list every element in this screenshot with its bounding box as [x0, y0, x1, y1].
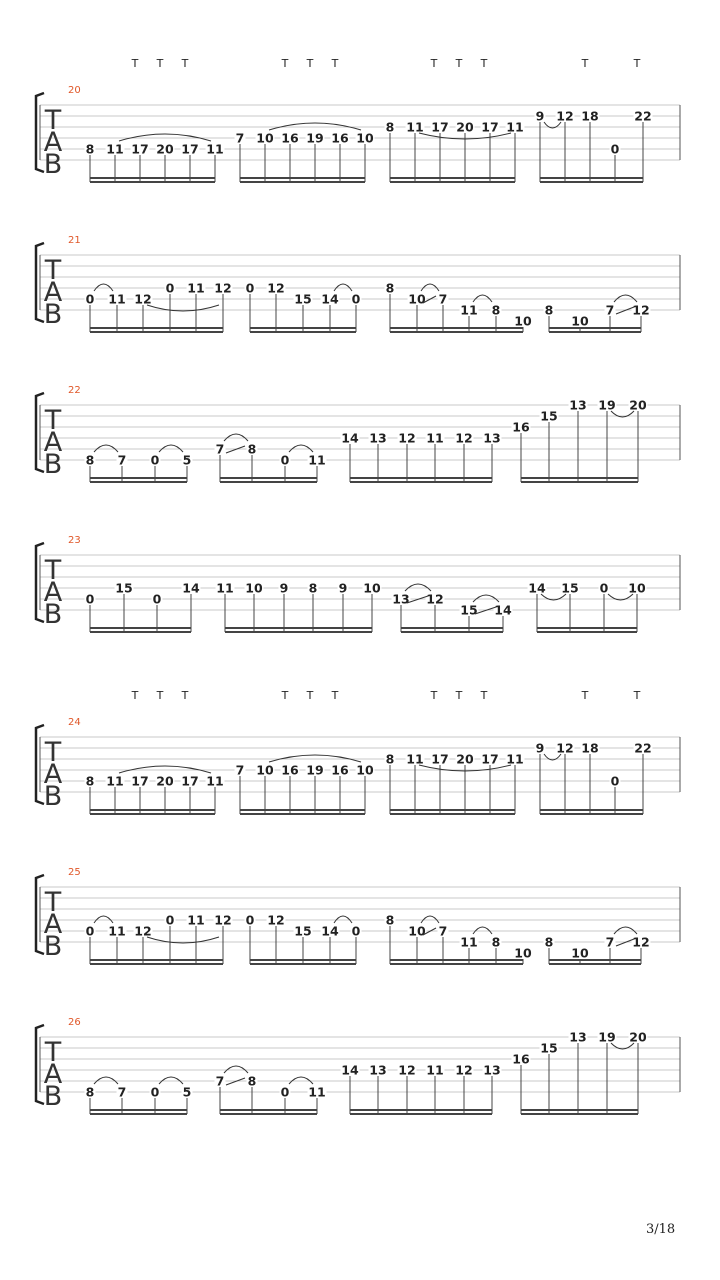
tap-marker: T: [131, 57, 139, 70]
fret-number: 7: [605, 934, 615, 950]
fret-number: 17: [481, 119, 499, 135]
fret-number: 15: [115, 580, 133, 596]
fret-number: 17: [181, 773, 199, 789]
fret-number: 20: [456, 119, 474, 135]
tap-marker: T: [156, 57, 164, 70]
fret-number: 5: [182, 1084, 192, 1100]
fret-number: 9: [279, 580, 289, 596]
fret-number: 10: [408, 291, 426, 307]
tap-marker: T: [331, 689, 339, 702]
fret-number: 11: [206, 773, 224, 789]
fret-number: 17: [181, 141, 199, 157]
fret-number: 13: [483, 1062, 501, 1078]
fret-number: 10: [628, 580, 646, 596]
tap-marker: T: [306, 57, 314, 70]
fret-number: 10: [356, 130, 374, 146]
fret-number: 16: [512, 1051, 530, 1067]
fret-number: 19: [306, 130, 324, 146]
fret-number: 14: [182, 580, 200, 596]
tap-marker: T: [581, 57, 589, 70]
fret-number: 12: [556, 108, 574, 124]
fret-number: 10: [356, 762, 374, 778]
tap-marker: T: [156, 689, 164, 702]
fret-number: 13: [392, 591, 410, 607]
fret-number: 0: [280, 452, 290, 468]
fret-number: 0: [610, 141, 620, 157]
fret-number: 17: [131, 141, 149, 157]
tab-clef-letter: A: [43, 127, 63, 158]
fret-number: 8: [491, 934, 501, 950]
fret-number: 8: [85, 452, 95, 468]
fret-number: 19: [306, 762, 324, 778]
tab-system: [36, 385, 680, 482]
fret-number: 0: [245, 912, 255, 928]
measure-number: 20: [68, 85, 81, 96]
fret-number: 10: [363, 580, 381, 596]
tab-system: [36, 1017, 680, 1114]
fret-number: 11: [506, 119, 524, 135]
fret-number: 18: [581, 740, 599, 756]
fret-number: 14: [494, 602, 512, 618]
tab-clef-letter: A: [43, 577, 63, 608]
measure-number: 25: [68, 867, 81, 878]
tab-clef-letter: A: [43, 427, 63, 458]
tab-clef-letter: B: [43, 781, 63, 812]
fret-number: 0: [165, 280, 175, 296]
fret-number: 12: [134, 923, 152, 939]
measure-number: 22: [68, 385, 81, 396]
fret-number: 8: [544, 934, 554, 950]
fret-number: 0: [85, 923, 95, 939]
fret-number: 0: [85, 591, 95, 607]
tab-clef-letter: T: [44, 1037, 62, 1068]
tap-marker: T: [455, 689, 463, 702]
fret-number: 12: [455, 1062, 473, 1078]
fret-number: 16: [331, 130, 349, 146]
fret-number: 12: [632, 302, 650, 318]
fret-number: 12: [214, 280, 232, 296]
fret-number: 8: [308, 580, 318, 596]
fret-number: 20: [629, 1029, 647, 1045]
tab-system: [36, 535, 680, 632]
fret-number: 8: [247, 1073, 257, 1089]
tab-clef-letter: T: [44, 405, 62, 436]
fret-number: 13: [483, 430, 501, 446]
fret-number: 11: [187, 280, 205, 296]
tab-clef-letter: T: [44, 105, 62, 136]
fret-number: 10: [571, 313, 589, 329]
fret-number: 15: [561, 580, 579, 596]
fret-number: 11: [426, 430, 444, 446]
tab-clef-letter: B: [43, 599, 63, 630]
fret-number: 16: [331, 762, 349, 778]
fret-number: 17: [431, 119, 449, 135]
tab-system: [36, 57, 680, 182]
fret-number: 12: [398, 1062, 416, 1078]
fret-number: 7: [215, 1073, 225, 1089]
fret-number: 17: [431, 751, 449, 767]
fret-number: 11: [460, 934, 478, 950]
fret-number: 0: [610, 773, 620, 789]
tab-clef-letter: A: [43, 759, 63, 790]
fret-number: 20: [156, 773, 174, 789]
fret-number: 0: [152, 591, 162, 607]
fret-number: 11: [460, 302, 478, 318]
tap-marker: T: [430, 689, 438, 702]
fret-number: 16: [281, 130, 299, 146]
fret-number: 12: [426, 591, 444, 607]
measure-number: 21: [68, 235, 81, 246]
fret-number: 12: [556, 740, 574, 756]
fret-number: 17: [131, 773, 149, 789]
fret-number: 22: [634, 740, 652, 756]
tap-marker: T: [480, 57, 488, 70]
fret-number: 11: [506, 751, 524, 767]
fret-number: 12: [134, 291, 152, 307]
fret-number: 20: [629, 397, 647, 413]
tab-clef-letter: T: [44, 737, 62, 768]
tap-marker: T: [430, 57, 438, 70]
fret-number: 11: [308, 452, 326, 468]
fret-number: 8: [385, 751, 395, 767]
fret-number: 7: [438, 291, 448, 307]
tab-system: [36, 867, 680, 964]
measure-number: 24: [68, 717, 81, 728]
fret-number: 16: [281, 762, 299, 778]
fret-number: 12: [267, 912, 285, 928]
fret-number: 15: [294, 291, 312, 307]
tab-clef-letter: A: [43, 277, 63, 308]
fret-number: 9: [338, 580, 348, 596]
fret-number: 10: [571, 945, 589, 961]
fret-number: 11: [108, 291, 126, 307]
fret-number: 19: [598, 397, 616, 413]
fret-number: 8: [85, 1084, 95, 1100]
fret-number: 0: [150, 1084, 160, 1100]
fret-number: 15: [540, 1040, 558, 1056]
fret-number: 11: [426, 1062, 444, 1078]
fret-number: 14: [321, 291, 339, 307]
fret-number: 14: [341, 1062, 359, 1078]
tab-system: [36, 689, 680, 814]
tab-clef-letter: B: [43, 449, 63, 480]
fret-number: 12: [455, 430, 473, 446]
fret-number: 7: [117, 1084, 127, 1100]
fret-number: 15: [540, 408, 558, 424]
fret-number: 8: [385, 119, 395, 135]
fret-number: 17: [481, 751, 499, 767]
page-number: 3/18: [646, 1222, 676, 1237]
fret-number: 14: [341, 430, 359, 446]
fret-number: 9: [535, 108, 545, 124]
fret-number: 8: [85, 141, 95, 157]
tab-clef-letter: T: [44, 887, 62, 918]
fret-number: 10: [256, 130, 274, 146]
fret-number: 11: [106, 141, 124, 157]
fret-number: 11: [406, 119, 424, 135]
fret-number: 7: [438, 923, 448, 939]
fret-number: 19: [598, 1029, 616, 1045]
tab-clef-letter: T: [44, 255, 62, 286]
fret-number: 11: [308, 1084, 326, 1100]
tap-marker: T: [581, 689, 589, 702]
fret-number: 7: [605, 302, 615, 318]
tab-clef-letter: A: [43, 909, 63, 940]
fret-number: 14: [528, 580, 546, 596]
fret-number: 14: [321, 923, 339, 939]
tab-clef-letter: B: [43, 1081, 63, 1112]
fret-number: 15: [294, 923, 312, 939]
tap-marker: T: [455, 57, 463, 70]
fret-number: 0: [165, 912, 175, 928]
fret-number: 11: [206, 141, 224, 157]
fret-number: 13: [369, 1062, 387, 1078]
fret-number: 0: [150, 452, 160, 468]
fret-number: 20: [456, 751, 474, 767]
tap-marker: T: [331, 57, 339, 70]
measure-number: 26: [68, 1017, 81, 1028]
tab-clef-letter: A: [43, 1059, 63, 1090]
fret-number: 11: [216, 580, 234, 596]
tap-marker: T: [281, 57, 289, 70]
fret-number: 22: [634, 108, 652, 124]
fret-number: 0: [280, 1084, 290, 1100]
fret-number: 10: [256, 762, 274, 778]
fret-number: 20: [156, 141, 174, 157]
fret-number: 0: [599, 580, 609, 596]
fret-number: 8: [247, 441, 257, 457]
tab-clef-letter: B: [43, 299, 63, 330]
fret-number: 11: [106, 773, 124, 789]
fret-number: 12: [267, 280, 285, 296]
fret-number: 0: [85, 291, 95, 307]
fret-number: 10: [245, 580, 263, 596]
fret-number: 16: [512, 419, 530, 435]
fret-number: 11: [406, 751, 424, 767]
tab-clef-letter: T: [44, 555, 62, 586]
fret-number: 8: [544, 302, 554, 318]
fret-number: 10: [408, 923, 426, 939]
fret-number: 7: [235, 130, 245, 146]
fret-number: 13: [369, 430, 387, 446]
fret-number: 15: [460, 602, 478, 618]
fret-number: 5: [182, 452, 192, 468]
tap-marker: T: [480, 689, 488, 702]
tap-marker: T: [281, 689, 289, 702]
tap-marker: T: [633, 689, 641, 702]
fret-number: 12: [632, 934, 650, 950]
fret-number: 8: [385, 280, 395, 296]
fret-number: 13: [569, 397, 587, 413]
tap-marker: T: [633, 57, 641, 70]
tap-marker: T: [131, 689, 139, 702]
fret-number: 7: [117, 452, 127, 468]
fret-number: 13: [569, 1029, 587, 1045]
fret-number: 8: [85, 773, 95, 789]
fret-number: 0: [351, 923, 361, 939]
fret-number: 12: [398, 430, 416, 446]
fret-number: 11: [187, 912, 205, 928]
fret-number: 7: [235, 762, 245, 778]
fret-number: 8: [385, 912, 395, 928]
tab-clef-letter: B: [43, 931, 63, 962]
fret-number: 12: [214, 912, 232, 928]
tab-system: [36, 235, 680, 332]
fret-number: 11: [108, 923, 126, 939]
fret-number: 10: [514, 313, 532, 329]
fret-number: 0: [245, 280, 255, 296]
fret-number: 7: [215, 441, 225, 457]
fret-number: 10: [514, 945, 532, 961]
fret-number: 8: [491, 302, 501, 318]
fret-number: 18: [581, 108, 599, 124]
fret-number: 9: [535, 740, 545, 756]
tab-clef-letter: B: [43, 149, 63, 180]
tap-marker: T: [181, 689, 189, 702]
tap-marker: T: [181, 57, 189, 70]
tap-marker: T: [306, 689, 314, 702]
fret-number: 0: [351, 291, 361, 307]
measure-number: 23: [68, 535, 81, 546]
